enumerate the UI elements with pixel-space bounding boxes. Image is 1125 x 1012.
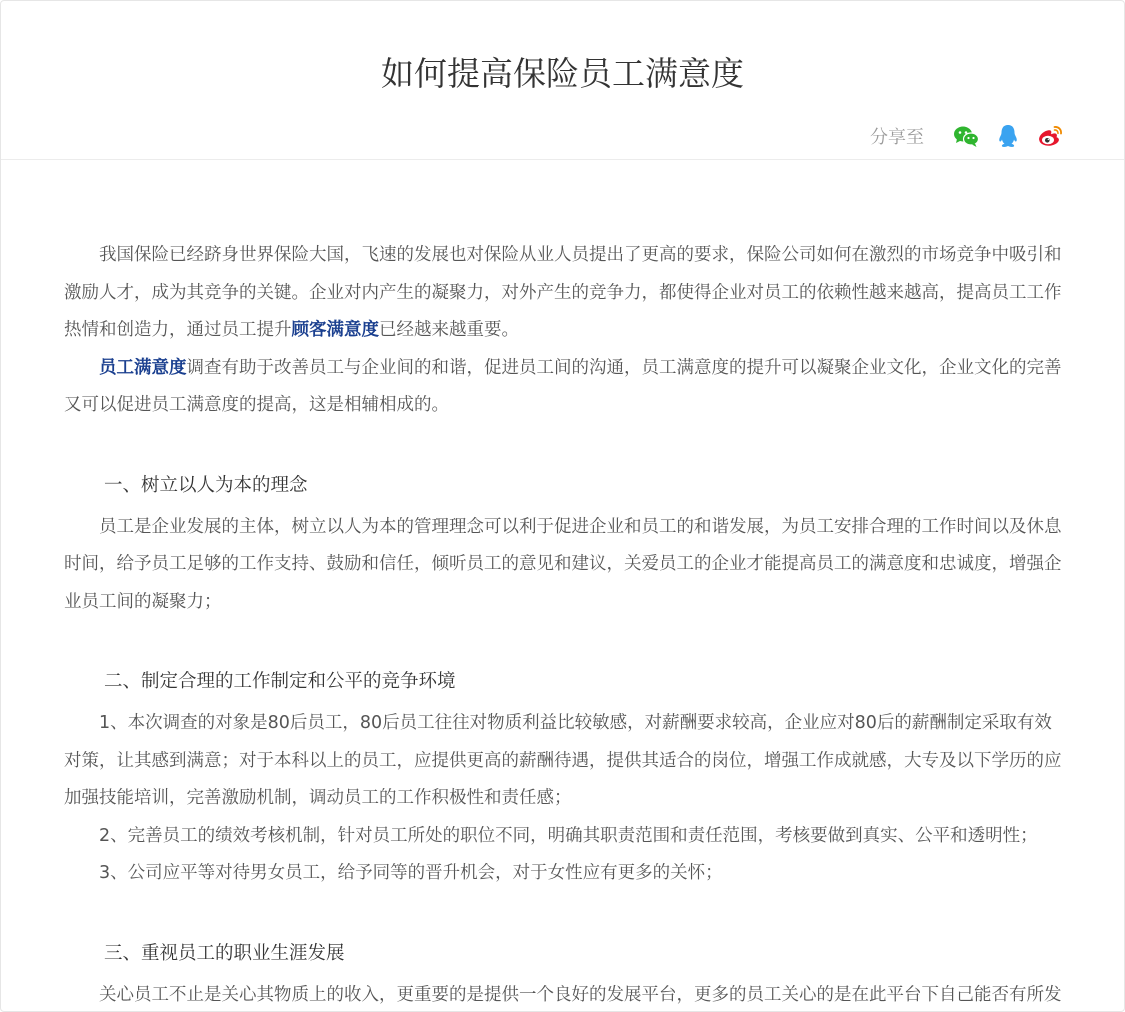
section-1-heading: 一、树立以人为本的理念 [64,467,1064,505]
share-label: 分享至 [870,123,924,149]
section-1-paragraph: 员工是企业发展的主体，树立以人为本的管理理念可以利于促进企业和员工的和谐发展，为员工安排合理的工作时间以及休息时间，给予员工足够的工作支持、鼓励和信任，倾听员工的意见和建议，关爱员工的企业才能提高员工的满意度和忠诚度，增强企业员工间的凝聚力； [64,509,1064,622]
intro-text-2: 调查有助于改善员工与企业间的和谐，促进员工间的沟通，员工满意度的提升可以凝聚企业文化，企业文化的完善又可以促进员工满意度的提高，这是相辅相成的。 [64,358,1062,416]
spacer [64,893,1064,935]
share-bar [870,119,1064,153]
employee-satisfaction-link[interactable]: 员工满意度 [99,358,187,378]
intro-paragraph-2 [64,350,1064,425]
article-body [64,237,1064,1012]
intro-paragraph-1 [64,237,1064,350]
intro-text: 我国保险已经跻身世界保险大国，飞速的发展也对保险从业人员提出了更高的要求，保险公司如何在激烈的市场竞争中吸引和激励人才，成为其竞争的关键。企业对内产生的凝聚力，对外产生的竞争力，都使得企业对员工的依赖性越来越高，提高员工工作热情和创造力，通过员工提升 [64,245,1062,340]
section-3-paragraph: 关心员工不止是关心其物质上的收入，更重要的是提供一个良好的发展平台，更多的员工关心的是在此平台下自己能否有所发 [64,977,1064,1012]
section-2-item-3: 3、公司应平等对待男女员工，给予同等的晋升机会，对于女性应有更多的关怀； [64,855,1064,893]
qq-icon[interactable] [994,122,1022,150]
spacer [64,621,1064,663]
spacer [64,425,1064,467]
weibo-icon[interactable] [1036,122,1064,150]
wechat-icon[interactable] [952,122,980,150]
section-2-heading: 二、制定合理的工作制定和公平的竞争环境 [64,663,1064,701]
section-3-heading: 三、重视员工的职业生涯发展 [64,935,1064,973]
article-title: 如何提高保险员工满意度 [1,51,1124,97]
section-2-item-1: 1、本次调查的对象是80后员工，80后员工往往对物质利益比较敏感，对薪酬要求较高，企业应对80后的薪酬制定采取有效对策，让其感到满意；对于本科以上的员工，应提供更高的薪酬待遇，提供其适合的岗位，增强工作成就感，大专及以下学历的应加强技能培训，完善激励机制，调动员工的工作积极性和责任感； [64,705,1064,818]
intro-text-end: 已经越来越重要。 [379,320,519,340]
customer-satisfaction-link[interactable]: 顾客满意度 [292,320,380,340]
article-header [1,1,1124,160]
section-2-item-2: 2、完善员工的绩效考核机制，针对员工所处的职位不同，明确其职责范围和责任范围，考核要做到真实、公平和透明性； [64,818,1064,856]
